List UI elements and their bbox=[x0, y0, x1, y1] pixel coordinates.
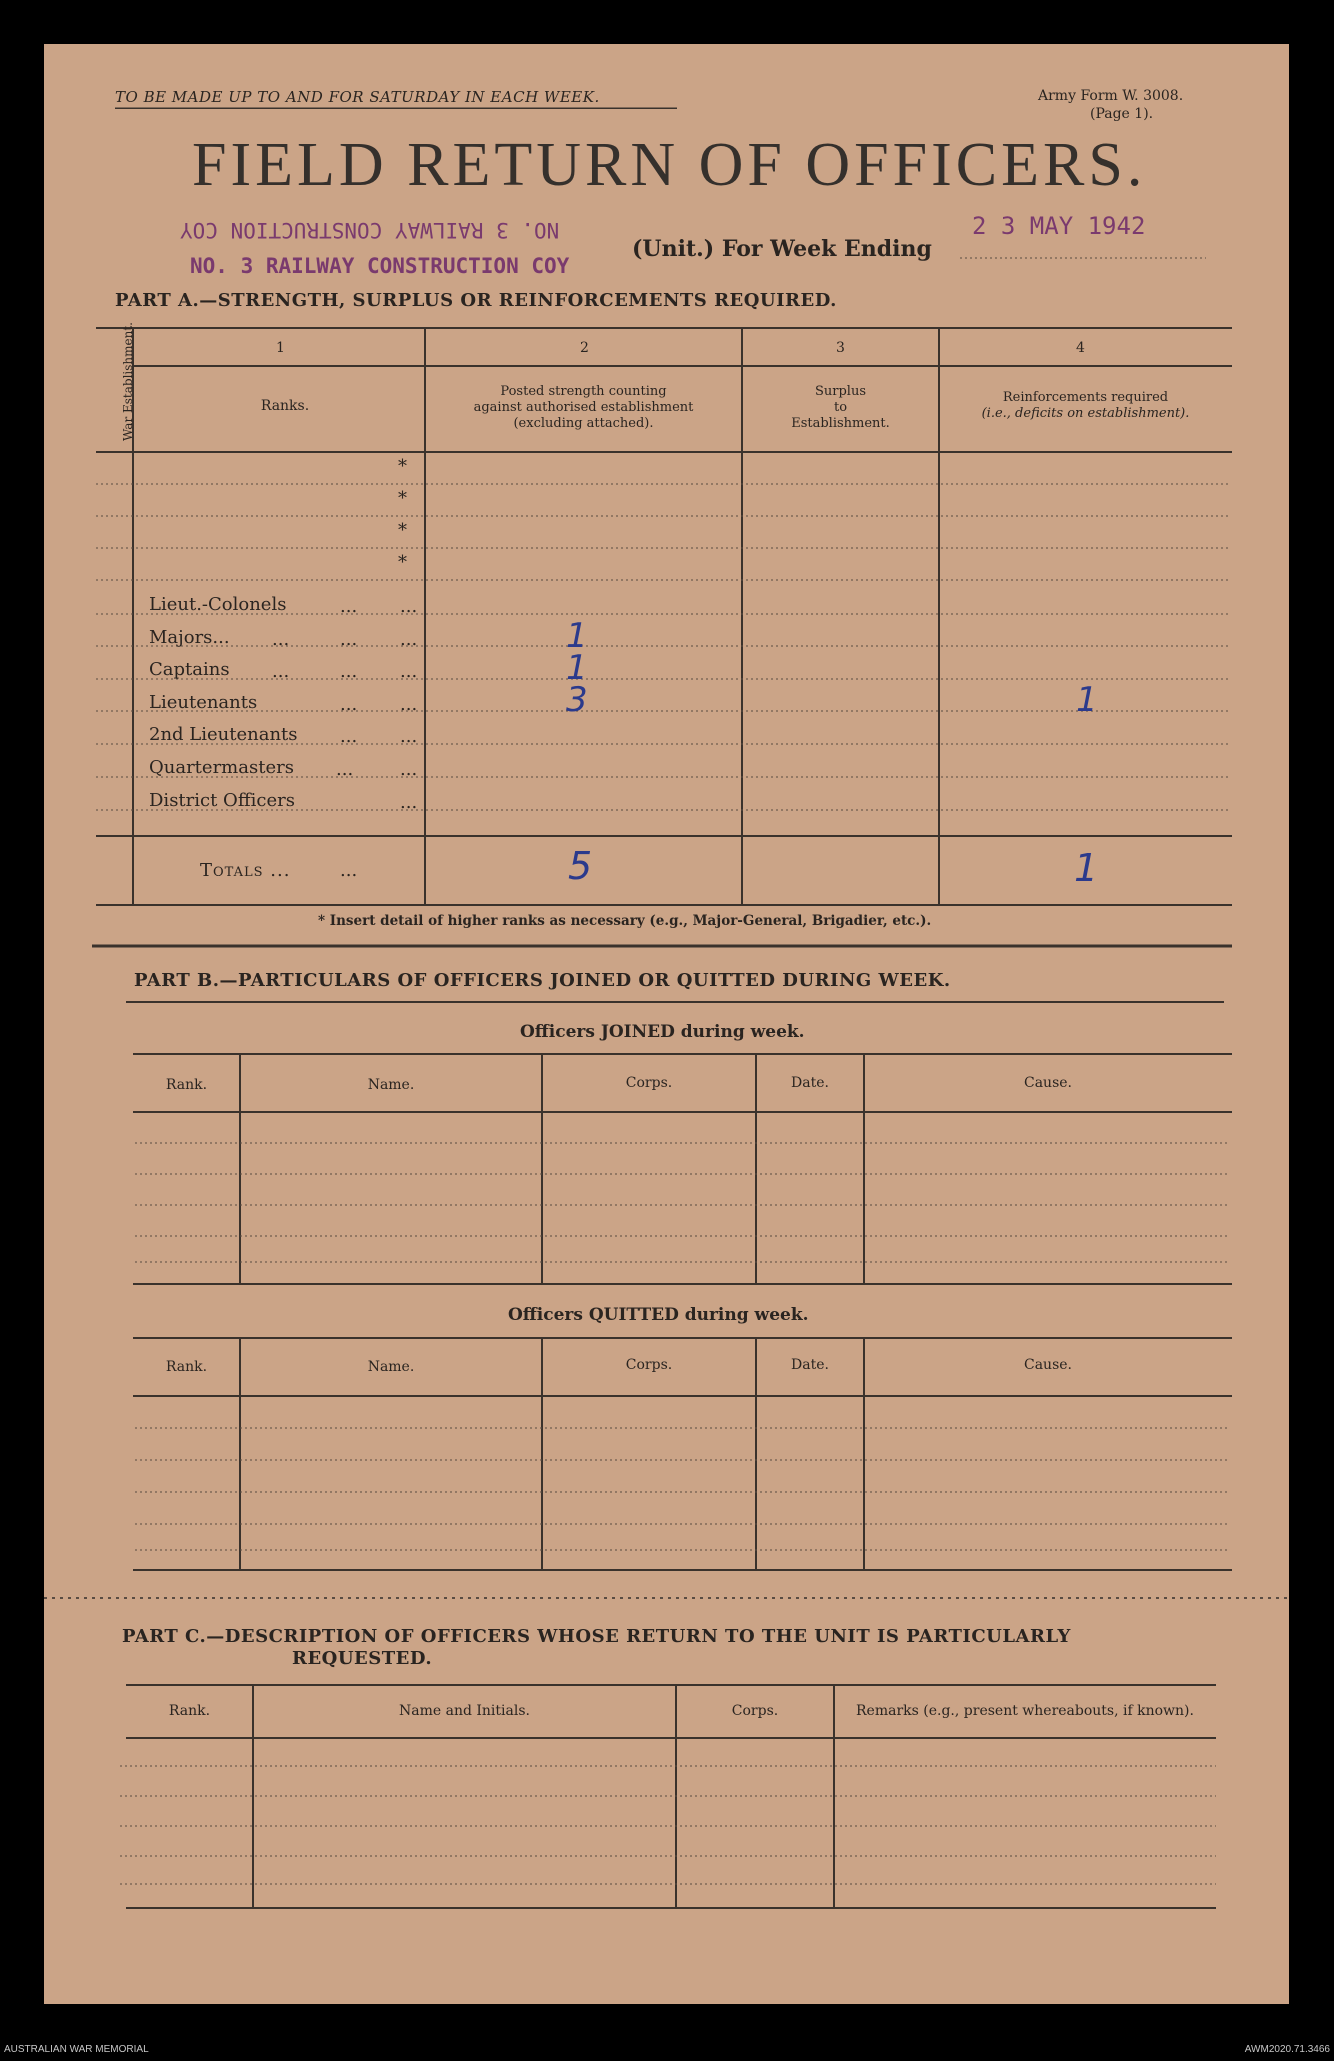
joined-col-rank: Rank. bbox=[165, 1077, 208, 1093]
posted-majors-value: 1 bbox=[566, 616, 588, 656]
rank-label-district-officers: District Officers bbox=[149, 790, 295, 811]
higher-rank-asterisk: * bbox=[398, 456, 407, 477]
col-number-4: 4 bbox=[1076, 340, 1085, 356]
leader-dots: ... bbox=[340, 860, 358, 881]
archive-reference: AWM2020.71.3466 bbox=[1244, 2044, 1330, 2055]
leader-dots: ... bbox=[400, 694, 418, 715]
part-c-col-rank: Rank. bbox=[168, 1703, 211, 1719]
higher-rank-asterisk: * bbox=[398, 520, 407, 541]
leader-dots: ... bbox=[272, 629, 290, 650]
unit-week-label: (Unit.) For Week Ending bbox=[632, 236, 932, 262]
quitted-col-rank: Rank. bbox=[165, 1359, 208, 1375]
col-number-2: 2 bbox=[580, 340, 589, 356]
rank-label-lieut-colonels: Lieut.-Colonels bbox=[149, 594, 287, 615]
reinforcements-header: Reinforcements required (i.e., deficits on establishment). bbox=[981, 390, 1190, 421]
part-c-heading-continued: REQUESTED. bbox=[292, 1648, 433, 1669]
leader-dots: ... bbox=[340, 629, 358, 650]
leader-dots: ... bbox=[340, 726, 358, 747]
rank-label-captains: Captains bbox=[149, 659, 230, 680]
part-b-heading: PART B.—PARTICULARS OF OFFICERS JOINED OR QUITTED DURING WEEK. bbox=[134, 970, 951, 991]
rank-label-majors: Majors... bbox=[149, 627, 230, 648]
leader-dots: ... bbox=[400, 726, 418, 747]
totals-reinforcements-value: 1 bbox=[1074, 846, 1099, 890]
leader-dots: ... bbox=[400, 629, 418, 650]
joined-col-corps: Corps. bbox=[625, 1075, 673, 1091]
surplus-header: Surplus to Establishment. bbox=[791, 384, 890, 431]
leader-dots: ... bbox=[400, 596, 418, 617]
part-c-heading: PART C.—DESCRIPTION OF OFFICERS WHOSE RETURN TO THE UNIT IS PARTICULARLY bbox=[122, 1626, 1071, 1647]
leader-dots: ... bbox=[336, 759, 354, 780]
joined-caption: Officers JOINED during week. bbox=[520, 1022, 805, 1042]
part-c-col-name: Name and Initials. bbox=[399, 1703, 530, 1719]
form-reference: Army Form W. 3008. bbox=[1038, 88, 1184, 104]
quitted-caption: Officers QUITTED during week. bbox=[508, 1305, 809, 1325]
higher-rank-asterisk: * bbox=[398, 552, 407, 573]
higher-rank-asterisk: * bbox=[398, 488, 407, 509]
leader-dots: ... bbox=[272, 661, 290, 682]
col-number-3: 3 bbox=[836, 340, 845, 356]
joined-col-cause: Cause. bbox=[1024, 1075, 1072, 1091]
col-number-1: 1 bbox=[276, 340, 285, 356]
leader-dots: ... bbox=[340, 694, 358, 715]
date-stamp: 2 3 MAY 1942 bbox=[972, 212, 1146, 240]
leader-dots: ... bbox=[400, 792, 418, 813]
posted-captains-value: 1 bbox=[566, 648, 588, 688]
quitted-col-date: Date. bbox=[791, 1357, 829, 1373]
part-a-footnote: * Insert detail of higher ranks as necessary (e.g., Major-General, Brigadier, etc.). bbox=[318, 913, 932, 929]
form-title: FIELD RETURN OF OFFICERS. bbox=[192, 131, 1147, 199]
leader-dots: ... bbox=[340, 596, 358, 617]
posted-strength-header: Posted strength counting against authorised establishment (excluding attached). bbox=[473, 384, 694, 431]
reinforcements-lieutenants-value: 1 bbox=[1076, 680, 1098, 720]
unit-stamp: NO. 3 RAILWAY CONSTRUCTION COY bbox=[190, 254, 570, 278]
totals-posted-value: 5 bbox=[568, 844, 593, 888]
quitted-col-name: Name. bbox=[367, 1359, 415, 1375]
rank-label-lieutenants: Lieutenants bbox=[149, 692, 258, 713]
quitted-col-cause: Cause. bbox=[1024, 1357, 1072, 1373]
leader-dots: ... bbox=[400, 661, 418, 682]
joined-col-date: Date. bbox=[791, 1075, 829, 1091]
totals-label: Totals ... bbox=[200, 860, 291, 881]
page-reference: (Page 1). bbox=[1090, 106, 1154, 122]
ranks-header: Ranks. bbox=[260, 398, 310, 414]
leader-dots: ... bbox=[400, 759, 418, 780]
instruction-line: TO BE MADE UP TO AND FOR SATURDAY IN EACH WEEK. bbox=[115, 88, 600, 106]
archive-credit: AUSTRALIAN WAR MEMORIAL bbox=[4, 2044, 149, 2055]
part-c-col-corps: Corps. bbox=[731, 1703, 779, 1719]
posted-lieutenants-value: 3 bbox=[566, 680, 588, 720]
mirrored-unit-stamp: NO. 3 RAILWAY CONSTRUCTION COY bbox=[180, 218, 560, 242]
quitted-col-corps: Corps. bbox=[625, 1357, 673, 1373]
war-establishment-label: War Establishment. bbox=[121, 322, 135, 441]
leader-dots: ... bbox=[340, 661, 358, 682]
rank-label-quartermasters: Quartermasters bbox=[149, 757, 294, 778]
part-c-col-remarks: Remarks (e.g., present whereabouts, if known). bbox=[856, 1703, 1194, 1719]
rank-label-2nd-lieutenants: 2nd Lieutenants bbox=[149, 724, 298, 745]
joined-col-name: Name. bbox=[367, 1077, 415, 1093]
part-a-heading: PART A.—STRENGTH, SURPLUS OR REINFORCEMENTS REQUIRED. bbox=[115, 290, 837, 311]
